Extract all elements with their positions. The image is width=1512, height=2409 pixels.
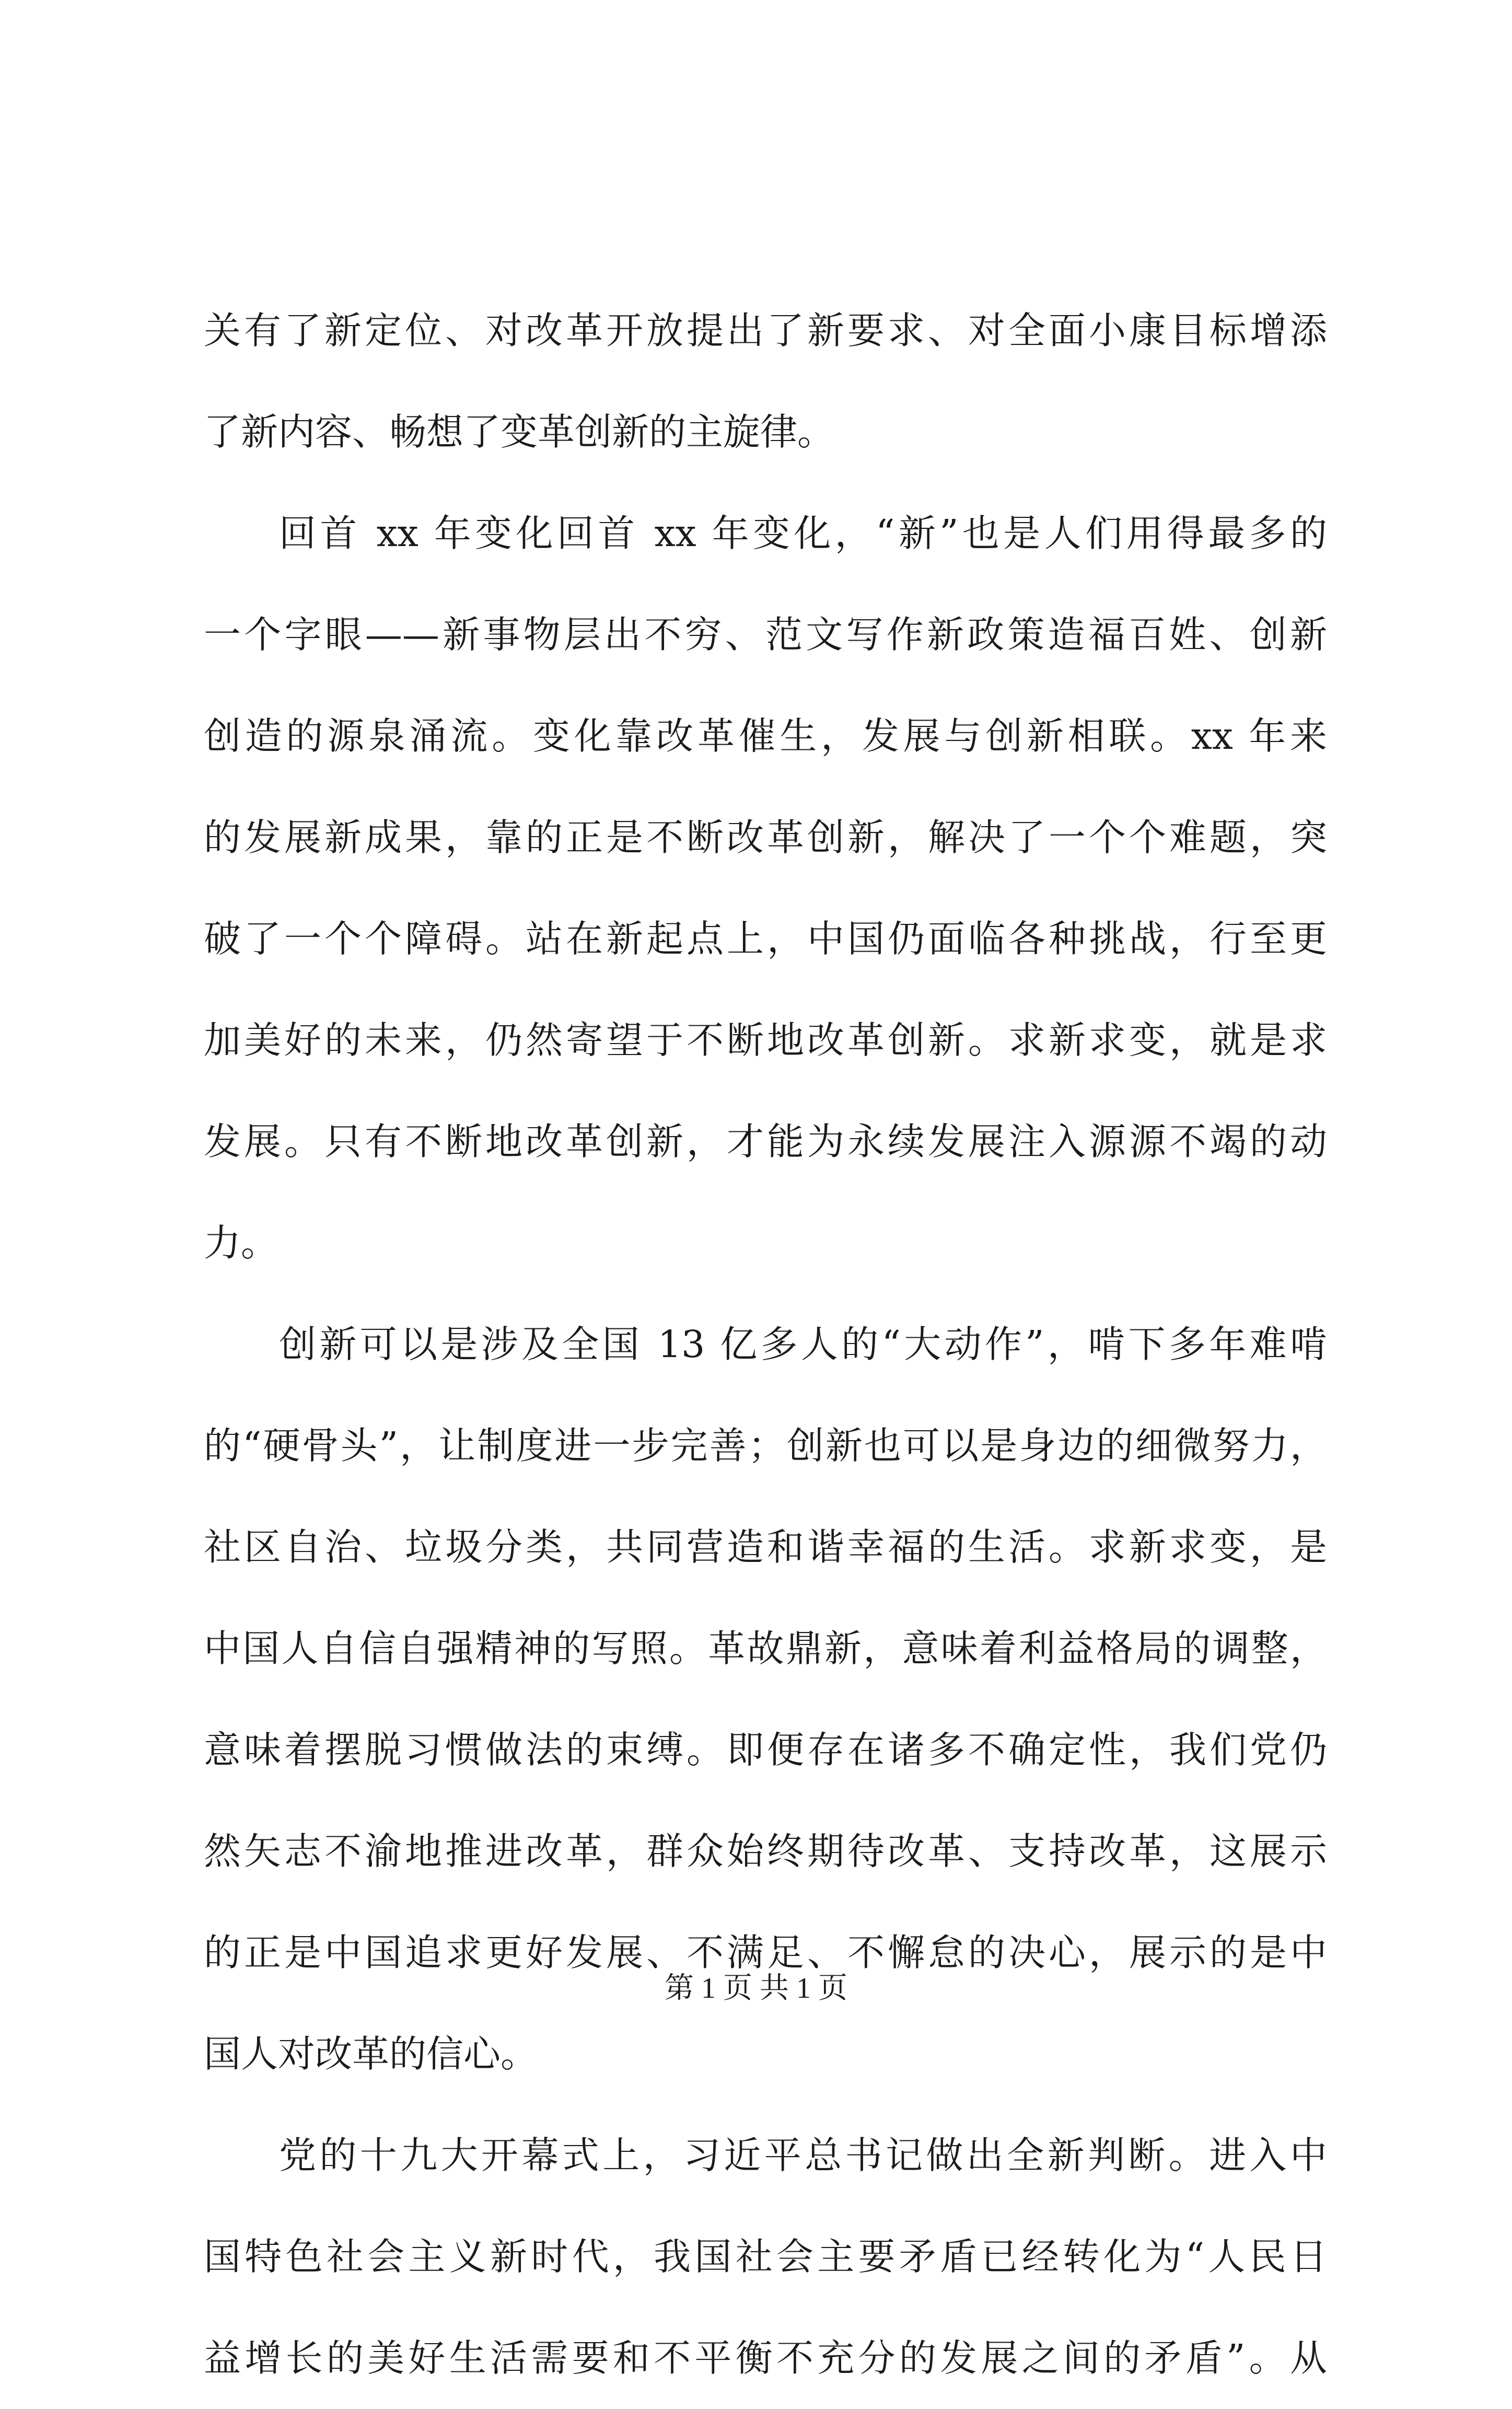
text-line: 国特色社会主义新时代，我国社会主要矛盾已经转化为“人民日 bbox=[204, 2235, 1327, 2278]
text-line: 一个字眼——新事物层出不穷、范文写作新政策造福百姓、创新 bbox=[204, 613, 1327, 656]
text-line: 国人对改革的信心。 bbox=[204, 2032, 538, 2076]
page-footer: 第 1 页 共 1 页 bbox=[665, 1972, 847, 2005]
text-line: 社区自治、垃圾分类，共同营造和谐幸福的生活。求新求变，是 bbox=[204, 1525, 1327, 1569]
text-line: 然矢志不渝地推进改革，群众始终期待改革、支持改革，这展示 bbox=[204, 1829, 1327, 1873]
text-line: 益增长的美好生活需要和不平衡不充分的发展之间的矛盾”。从 bbox=[204, 2336, 1327, 2380]
text-line: 关有了新定位、对改革开放提出了新要求、对全面小康目标增添 bbox=[204, 309, 1327, 352]
text-line: 的“硬骨头”，让制度进一步完善；创新也可以是身边的细微努力， bbox=[204, 1424, 1327, 1467]
text-line: 中国人自信自强精神的写照。革故鼎新，意味着利益格局的调整， bbox=[204, 1627, 1327, 1670]
text-line: 的发展新成果，靠的正是不断改革创新，解决了一个个难题，突 bbox=[204, 816, 1327, 859]
text-line: 加美好的未来，仍然寄望于不断地改革创新。求新求变，就是求 bbox=[204, 1018, 1327, 1062]
body-text bbox=[204, 280, 1327, 2409]
text-line: 的正是中国追求更好发展、不满足、不懈怠的决心，展示的是中 bbox=[204, 1931, 1327, 1974]
text-line: 破了一个个障碍。站在新起点上，中国仍面临各种挑战，行至更 bbox=[204, 917, 1327, 960]
text-line: 创造的源泉涌流。变化靠改革催生，发展与创新相联。xx 年来 bbox=[204, 714, 1327, 758]
text-line: 意味着摆脱习惯做法的束缚。即便存在诸多不确定性，我们党仍 bbox=[204, 1728, 1327, 1771]
text-line: 创新可以是涉及全国 13 亿多人的“大动作”，啃下多年难啃 bbox=[279, 1323, 1327, 1366]
text-line: 回首 xx 年变化回首 xx 年变化，“新”也是人们用得最多的 bbox=[279, 512, 1327, 555]
text-line: 力。 bbox=[204, 1221, 278, 1265]
text-line: 党的十九大开幕式上，习近平总书记做出全新判断。进入中 bbox=[279, 2134, 1327, 2177]
text-line: 发展。只有不断地改革创新，才能为永续发展注入源源不竭的动 bbox=[204, 1120, 1327, 1163]
text-line: 了新内容、畅想了变革创新的主旋律。 bbox=[204, 410, 835, 454]
